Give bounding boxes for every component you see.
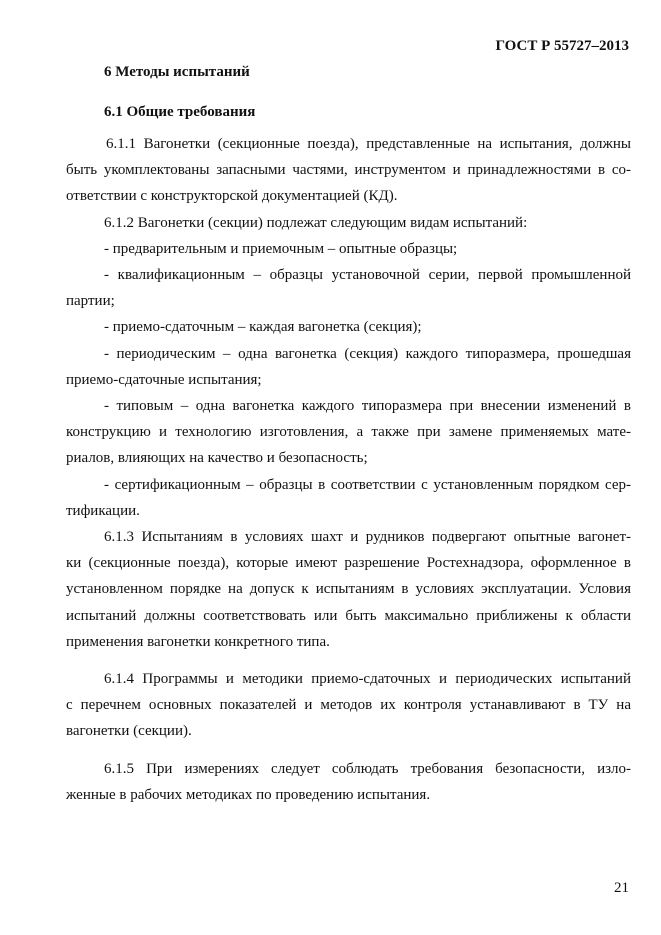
text-line: женные в рабочих методиках по проведению испытания. — [66, 786, 431, 803]
text-line: - приемо-сдаточным – каждая вагонетка (секция); — [104, 319, 422, 336]
text-line: - сертификационным – образцы в соответствии с установленным порядком сер- — [104, 476, 631, 493]
text-line: применения вагонетки конкретного типа. — [66, 633, 330, 650]
text-line: 6.1.3 Испытаниям в условиях шахт и рудников подвергают опытные вагонет- — [104, 529, 631, 546]
text-line: 6.1.2 Вагонетки (секции) подлежат следующим видам испытаний: — [104, 214, 528, 231]
text-line: конструкцию и технологию изготовления, а также при замене применяемых мате- — [66, 424, 631, 441]
text-line: 6.1.4 Программы и методики приемо-сдаточных и периодических испытаний — [104, 671, 631, 688]
text-line: - периодическим – одна вагонетка (секция) каждого типоразмера, прошедшая — [104, 345, 631, 362]
text-line: ки (секционные поезда), которые имеют разрешение Ростехнадзора, оформленное в — [66, 555, 631, 572]
text-line: риалов, влияющих на качество и безопасность; — [66, 450, 368, 467]
text-line: 6.1.5 При измерениях следует соблюдать требования безопасности, изло- — [104, 760, 631, 777]
text-line: приемо-сдаточные испытания; — [66, 371, 262, 388]
document-body — [66, 131, 631, 808]
text-line: партии; — [66, 293, 115, 310]
text-line: тификации. — [66, 502, 140, 519]
text-line: 6.1.1 Вагонетки (секционные поезда), представленные на испытания, должны — [106, 136, 631, 152]
page-number: 21 — [614, 880, 629, 896]
section-title: 6 Методы испытаний — [104, 64, 250, 80]
text-line: установленном порядке на допуск к испытаниям в условиях эксплуатации. Условия — [66, 581, 631, 598]
text-line: вагонетки (секции). — [66, 723, 192, 740]
text-line: - квалификационным – образцы установочной серии, первой промышленной — [104, 267, 631, 284]
text-line: с перечнем основных показателей и методов их контроля устанавливают в ТУ на — [66, 697, 631, 714]
text-line: ответствии с конструкторской документацией (КД). — [66, 188, 398, 205]
subsection-title: 6.1 Общие требования — [104, 104, 256, 120]
text-line: - типовым – одна вагонетка каждого типоразмера при внесении изменений в — [104, 398, 631, 415]
text-line: испытаний должны соответствовать или быть максимально приближены к области — [66, 607, 631, 624]
text-line: быть укомплектованы запасными частями, инструментом и принадлежностями в со- — [66, 162, 631, 179]
document-standard-number: ГОСТ Р 55727–2013 — [495, 38, 629, 54]
text-line: - предварительным и приемочным – опытные образцы; — [104, 240, 458, 257]
